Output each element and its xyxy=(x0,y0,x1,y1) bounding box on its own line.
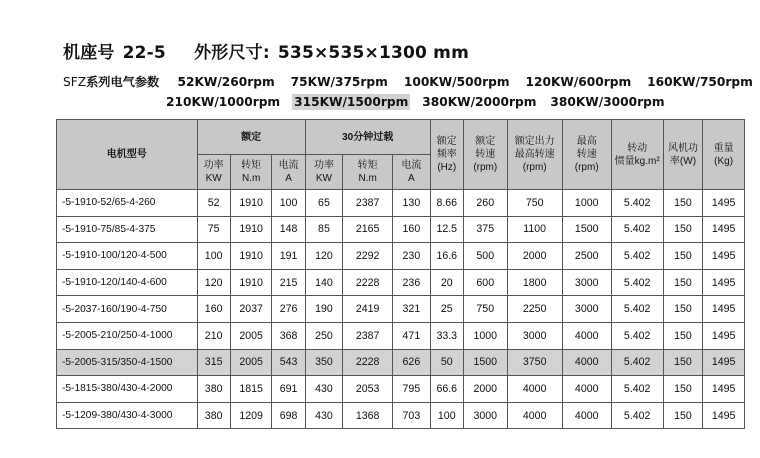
header-frequency: 额定 频率 (Hz) xyxy=(430,120,463,190)
rated-torque-cell: 1910 xyxy=(230,243,272,270)
weight-cell: 1495 xyxy=(703,322,745,349)
table-row xyxy=(57,349,745,376)
overload-torque-cell: 2053 xyxy=(343,376,393,403)
model-cell: -5-1910-75/85-4-375 xyxy=(57,216,198,243)
rated-current-cell: 543 xyxy=(272,349,305,376)
fan-power-cell: 150 xyxy=(663,190,703,217)
overload-power-cell: 250 xyxy=(305,322,342,349)
header-overload-current: 电流 A xyxy=(393,155,430,190)
weight-cell: 1495 xyxy=(703,376,745,403)
overload-current-cell: 321 xyxy=(393,296,430,323)
max-output-speed-cell: 750 xyxy=(507,190,562,217)
series-params-label xyxy=(63,75,159,89)
rated-speed-cell: 1500 xyxy=(463,349,507,376)
table-row xyxy=(57,376,745,403)
frequency-cell: 25 xyxy=(430,296,463,323)
spec-table-body xyxy=(57,190,745,429)
inertia-cell: 5.402 xyxy=(611,216,663,243)
table-row xyxy=(57,243,745,270)
rated-torque-cell: 1910 xyxy=(230,269,272,296)
model-cell: -5-2037-160/190-4-750 xyxy=(57,296,198,323)
overload-torque-cell: 2292 xyxy=(343,243,393,270)
spec-table xyxy=(56,119,745,429)
weight-cell: 1495 xyxy=(703,243,745,270)
overload-torque-cell: 1368 xyxy=(343,402,393,429)
model-cell: -5-1209-380/430-4-3000 xyxy=(57,402,198,429)
header-rated: 额定 xyxy=(197,120,305,155)
page-title xyxy=(63,38,491,63)
dimensions xyxy=(194,43,469,63)
rated-speed-cell: 1000 xyxy=(463,322,507,349)
fan-power-cell: 150 xyxy=(663,376,703,403)
overload-power-cell: 120 xyxy=(305,243,342,270)
fan-power-cell: 150 xyxy=(663,322,703,349)
header-rated-torque: 转矩 N.m xyxy=(230,155,272,190)
frequency-cell: 16.6 xyxy=(430,243,463,270)
header-rated-current: 电流 A xyxy=(272,155,305,190)
model-cell: -5-1815-380/430-4-2000 xyxy=(57,376,198,403)
series-option[interactable]: 380KW/2000rpm xyxy=(422,95,537,109)
rated-current-cell: 100 xyxy=(272,190,305,217)
overload-torque-cell: 2387 xyxy=(343,322,393,349)
overload-power-cell: 65 xyxy=(305,190,342,217)
header-overload-torque: 转矩 N.m xyxy=(343,155,393,190)
model-cell: -5-2005-210/250-4-1000 xyxy=(57,322,198,349)
fan-power-cell: 150 xyxy=(663,402,703,429)
rated-current-cell: 368 xyxy=(272,322,305,349)
overload-current-cell: 471 xyxy=(393,322,430,349)
rated-current-cell: 148 xyxy=(272,216,305,243)
rated-torque-cell: 1209 xyxy=(230,402,272,429)
inertia-cell: 5.402 xyxy=(611,296,663,323)
dimensions-value: 535×535×1300 mm xyxy=(277,43,470,63)
model-cell: -5-1910-52/65-4-260 xyxy=(57,190,198,217)
overload-current-cell: 703 xyxy=(393,402,430,429)
series-params-row-1 xyxy=(63,73,755,90)
rated-power-cell: 160 xyxy=(197,296,230,323)
rated-current-cell: 698 xyxy=(272,402,305,429)
series-option[interactable]: 380KW/3000rpm xyxy=(550,95,665,109)
series-option[interactable]: 160KW/750rpm xyxy=(647,75,753,89)
overload-current-cell: 160 xyxy=(393,216,430,243)
series-option[interactable]: 100KW/500rpm xyxy=(403,75,510,89)
header-weight: 重量 (Kg) xyxy=(703,120,745,190)
series-prefix: SFZ xyxy=(63,75,87,89)
max-output-speed-cell: 1800 xyxy=(507,269,562,296)
inertia-cell: 5.402 xyxy=(611,349,663,376)
fan-power-cell: 150 xyxy=(663,243,703,270)
max-output-speed-cell: 1100 xyxy=(507,216,562,243)
overload-current-cell: 230 xyxy=(393,243,430,270)
rated-speed-cell: 3000 xyxy=(463,402,507,429)
rated-speed-cell: 375 xyxy=(463,216,507,243)
max-output-speed-cell: 4000 xyxy=(507,402,562,429)
frame-label: 机座号 xyxy=(63,43,115,63)
overload-torque-cell: 2228 xyxy=(343,269,393,296)
weight-cell: 1495 xyxy=(703,216,745,243)
overload-torque-cell: 2387 xyxy=(343,190,393,217)
header-overload: 30分钟过载 xyxy=(305,120,430,155)
overload-power-cell: 350 xyxy=(305,349,342,376)
max-speed-cell: 1500 xyxy=(562,216,611,243)
series-option[interactable]: 120KW/600rpm xyxy=(525,75,632,89)
rated-power-cell: 100 xyxy=(197,243,230,270)
overload-torque-cell: 2165 xyxy=(343,216,393,243)
fan-power-cell: 150 xyxy=(663,349,703,376)
max-speed-cell: 3000 xyxy=(562,296,611,323)
rated-torque-cell: 2005 xyxy=(230,322,272,349)
inertia-cell: 5.402 xyxy=(611,376,663,403)
overload-current-cell: 795 xyxy=(393,376,430,403)
rated-power-cell: 380 xyxy=(197,376,230,403)
header-fan-power: 风机功 率(W) xyxy=(663,120,703,190)
max-speed-cell: 3000 xyxy=(562,269,611,296)
overload-power-cell: 430 xyxy=(305,402,342,429)
overload-power-cell: 430 xyxy=(305,376,342,403)
series-option[interactable]: 75KW/375rpm xyxy=(290,75,388,89)
table-row xyxy=(57,216,745,243)
rated-torque-cell: 1910 xyxy=(230,216,272,243)
inertia-cell: 5.402 xyxy=(611,402,663,429)
series-params-row-2 xyxy=(164,95,677,109)
rated-speed-cell: 600 xyxy=(463,269,507,296)
series-option[interactable]: 52KW/260rpm xyxy=(177,75,275,89)
header-inertia: 转动 惯量kg.m² xyxy=(611,120,663,190)
overload-current-cell: 626 xyxy=(393,349,430,376)
frame-value: 22-5 xyxy=(122,43,166,63)
fan-power-cell: 150 xyxy=(663,296,703,323)
rated-current-cell: 276 xyxy=(272,296,305,323)
header-model: 电机型号 xyxy=(57,120,198,190)
frame-number xyxy=(63,43,166,63)
overload-current-cell: 130 xyxy=(393,190,430,217)
model-cell: -5-1910-120/140-4-600 xyxy=(57,269,198,296)
rated-power-cell: 380 xyxy=(197,402,230,429)
series-option[interactable]: 210KW/1000rpm xyxy=(166,95,281,109)
rated-torque-cell: 1815 xyxy=(230,376,272,403)
max-output-speed-cell: 3750 xyxy=(507,349,562,376)
max-speed-cell: 4000 xyxy=(562,376,611,403)
overload-power-cell: 85 xyxy=(305,216,342,243)
series-label: 系列电气参数 xyxy=(86,75,160,89)
rated-current-cell: 215 xyxy=(272,269,305,296)
overload-current-cell: 236 xyxy=(393,269,430,296)
weight-cell: 1495 xyxy=(703,402,745,429)
weight-cell: 1495 xyxy=(703,269,745,296)
inertia-cell: 5.402 xyxy=(611,243,663,270)
rated-speed-cell: 750 xyxy=(463,296,507,323)
fan-power-cell: 150 xyxy=(663,269,703,296)
max-speed-cell: 1000 xyxy=(562,190,611,217)
dimensions-label: 外形尺寸: xyxy=(194,43,270,63)
frequency-cell: 100 xyxy=(430,402,463,429)
table-row xyxy=(57,322,745,349)
frequency-cell: 66.6 xyxy=(430,376,463,403)
overload-torque-cell: 2419 xyxy=(343,296,393,323)
fan-power-cell: 150 xyxy=(663,216,703,243)
rated-speed-cell: 500 xyxy=(463,243,507,270)
rated-speed-cell: 2000 xyxy=(463,376,507,403)
header-rated-speed: 额定 转速 (rpm) xyxy=(463,120,507,190)
max-output-speed-cell: 2250 xyxy=(507,296,562,323)
weight-cell: 1495 xyxy=(703,190,745,217)
series-option[interactable]: 315KW/1500rpm xyxy=(294,95,409,109)
inertia-cell: 5.402 xyxy=(611,322,663,349)
frequency-cell: 8.66 xyxy=(430,190,463,217)
table-row xyxy=(57,269,745,296)
max-speed-cell: 4000 xyxy=(562,349,611,376)
table-row xyxy=(57,296,745,323)
rated-torque-cell: 1910 xyxy=(230,190,272,217)
max-speed-cell: 4000 xyxy=(562,322,611,349)
rated-torque-cell: 2037 xyxy=(230,296,272,323)
overload-power-cell: 190 xyxy=(305,296,342,323)
table-row xyxy=(57,190,745,217)
rated-power-cell: 210 xyxy=(197,322,230,349)
max-speed-cell: 4000 xyxy=(562,402,611,429)
header-max-output-speed: 额定出力 最高转速 (rpm) xyxy=(507,120,562,190)
overload-power-cell: 140 xyxy=(305,269,342,296)
inertia-cell: 5.402 xyxy=(611,269,663,296)
overload-torque-cell: 2228 xyxy=(343,349,393,376)
header-rated-power: 功率 KW xyxy=(197,155,230,190)
rated-power-cell: 75 xyxy=(197,216,230,243)
table-row xyxy=(57,402,745,429)
header-overload-power: 功率 KW xyxy=(305,155,342,190)
max-output-speed-cell: 3000 xyxy=(507,322,562,349)
max-output-speed-cell: 2000 xyxy=(507,243,562,270)
frequency-cell: 20 xyxy=(430,269,463,296)
frequency-cell: 33.3 xyxy=(430,322,463,349)
frequency-cell: 50 xyxy=(430,349,463,376)
rated-current-cell: 191 xyxy=(272,243,305,270)
rated-speed-cell: 260 xyxy=(463,190,507,217)
weight-cell: 1495 xyxy=(703,349,745,376)
rated-power-cell: 120 xyxy=(197,269,230,296)
inertia-cell: 5.402 xyxy=(611,190,663,217)
max-output-speed-cell: 4000 xyxy=(507,376,562,403)
weight-cell: 1495 xyxy=(703,296,745,323)
rated-current-cell: 691 xyxy=(272,376,305,403)
rated-power-cell: 315 xyxy=(197,349,230,376)
model-cell: -5-1910-100/120-4-500 xyxy=(57,243,198,270)
rated-power-cell: 52 xyxy=(197,190,230,217)
rated-torque-cell: 2005 xyxy=(230,349,272,376)
model-cell: -5-2005-315/350-4-1500 xyxy=(57,349,198,376)
header-max-speed: 最高 转速 (rpm) xyxy=(562,120,611,190)
max-speed-cell: 2500 xyxy=(562,243,611,270)
frequency-cell: 12.5 xyxy=(430,216,463,243)
